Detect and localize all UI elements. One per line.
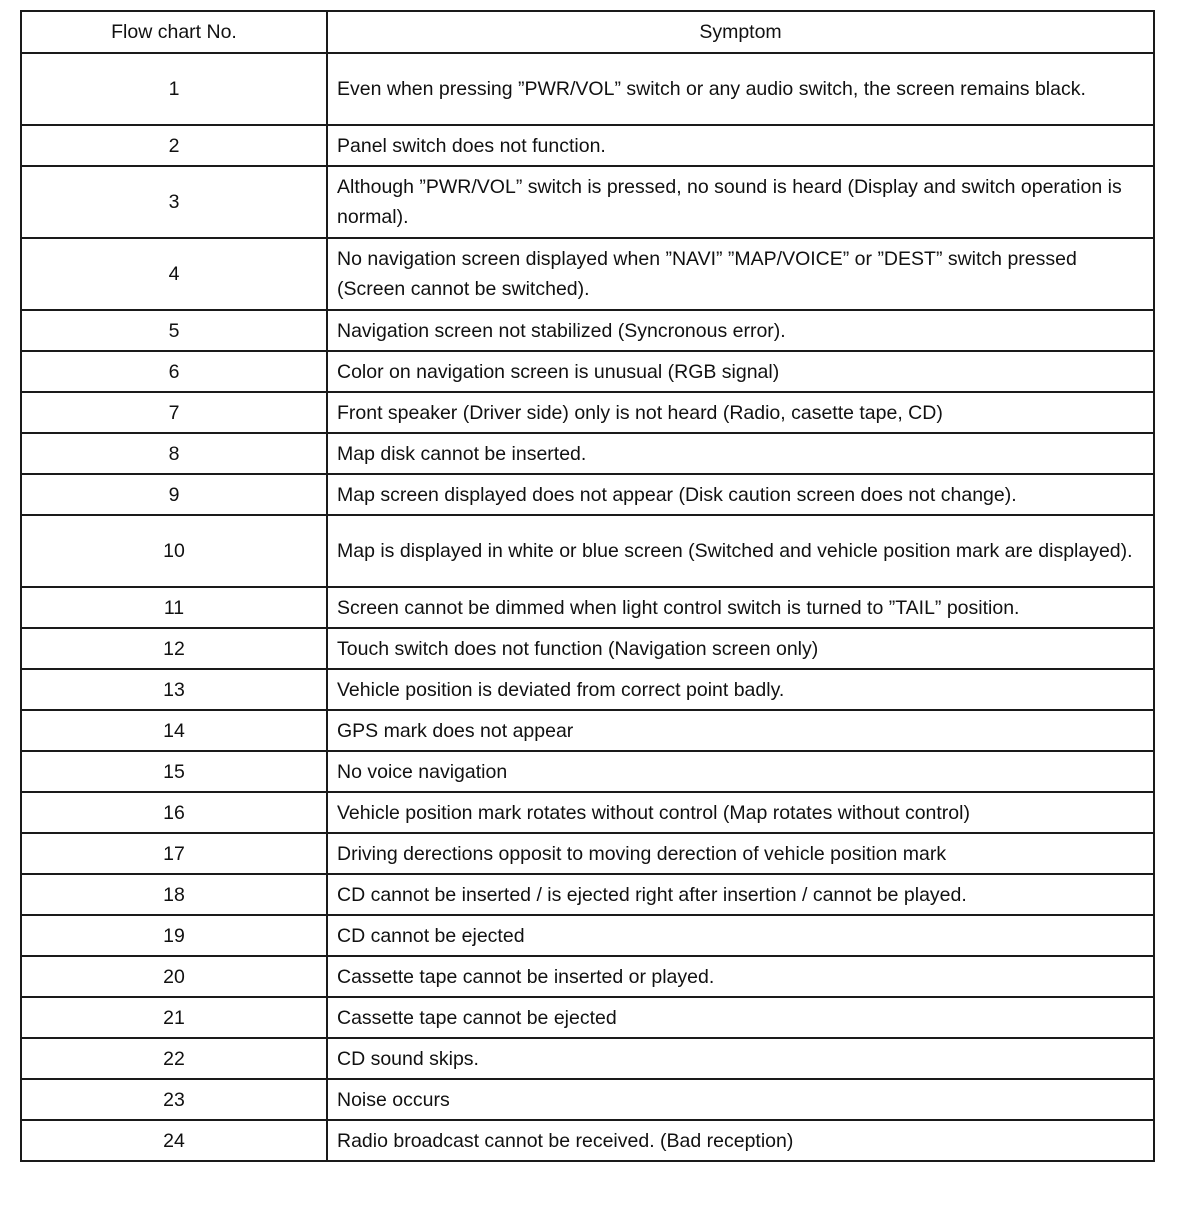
flow-chart-number: 2	[21, 125, 327, 166]
flow-chart-number: 13	[21, 669, 327, 710]
header-flow-chart-no: Flow chart No.	[21, 11, 327, 53]
table-row	[21, 125, 1154, 166]
table-row	[21, 751, 1154, 792]
symptom-text: Cassette tape cannot be ejected	[327, 997, 1154, 1038]
flow-chart-number: 23	[21, 1079, 327, 1120]
symptom-text: No voice navigation	[327, 751, 1154, 792]
symptom-text: Cassette tape cannot be inserted or played.	[327, 956, 1154, 997]
flow-chart-number: 8	[21, 433, 327, 474]
flow-chart-number: 19	[21, 915, 327, 956]
table-row	[21, 833, 1154, 874]
header-symptom: Symptom	[327, 11, 1154, 53]
symptom-text: Panel switch does not function.	[327, 125, 1154, 166]
symptom-text: Radio broadcast cannot be received. (Bad reception)	[327, 1120, 1154, 1161]
symptom-text: Noise occurs	[327, 1079, 1154, 1120]
symptom-text: Although ”PWR/VOL” switch is pressed, no sound is heard (Display and switch operation is normal).	[327, 166, 1154, 238]
symptom-table-sheet	[20, 10, 1153, 1162]
symptom-text: Map disk cannot be inserted.	[327, 433, 1154, 474]
symptom-text: Navigation screen not stabilized (Syncronous error).	[327, 310, 1154, 351]
symptom-text: Even when pressing ”PWR/VOL” switch or any audio switch, the screen remains black.	[327, 53, 1154, 125]
flow-chart-number: 11	[21, 587, 327, 628]
table-row	[21, 792, 1154, 833]
table-row	[21, 474, 1154, 515]
symptom-text: No navigation screen displayed when ”NAVI” ”MAP/VOICE” or ”DEST” switch pressed (Screen cannot be switched).	[327, 238, 1154, 310]
symptom-text: Screen cannot be dimmed when light control switch is turned to ”TAIL” position.	[327, 587, 1154, 628]
table-row	[21, 710, 1154, 751]
table-row	[21, 915, 1154, 956]
symptom-text: GPS mark does not appear	[327, 710, 1154, 751]
symptom-text: CD sound skips.	[327, 1038, 1154, 1079]
table-row	[21, 628, 1154, 669]
flow-chart-number: 6	[21, 351, 327, 392]
table-row	[21, 997, 1154, 1038]
table-row	[21, 1120, 1154, 1161]
flow-chart-number: 14	[21, 710, 327, 751]
flow-chart-number: 20	[21, 956, 327, 997]
symptom-text: Driving derections opposit to moving derection of vehicle position mark	[327, 833, 1154, 874]
table-row	[21, 392, 1154, 433]
symptom-text: CD cannot be inserted / is ejected right after insertion / cannot be played.	[327, 874, 1154, 915]
table-row	[21, 587, 1154, 628]
table-row	[21, 166, 1154, 238]
table-row	[21, 433, 1154, 474]
flow-chart-number: 22	[21, 1038, 327, 1079]
symptom-text: Vehicle position is deviated from correct point badly.	[327, 669, 1154, 710]
symptom-text: Color on navigation screen is unusual (RGB signal)	[327, 351, 1154, 392]
flow-chart-number: 5	[21, 310, 327, 351]
flow-chart-number: 4	[21, 238, 327, 310]
symptom-text: Front speaker (Driver side) only is not heard (Radio, casette tape, CD)	[327, 392, 1154, 433]
table-row	[21, 1079, 1154, 1120]
table-row	[21, 956, 1154, 997]
flow-chart-number: 12	[21, 628, 327, 669]
symptom-text: Map screen displayed does not appear (Disk caution screen does not change).	[327, 474, 1154, 515]
flow-chart-number: 16	[21, 792, 327, 833]
symptom-text: CD cannot be ejected	[327, 915, 1154, 956]
symptom-text: Vehicle position mark rotates without control (Map rotates without control)	[327, 792, 1154, 833]
table-row	[21, 874, 1154, 915]
symptom-text: Map is displayed in white or blue screen (Switched and vehicle position mark are displayed).	[327, 515, 1154, 587]
flow-chart-number: 24	[21, 1120, 327, 1161]
flow-chart-number: 7	[21, 392, 327, 433]
table-row	[21, 515, 1154, 587]
table-row	[21, 351, 1154, 392]
table-row	[21, 1038, 1154, 1079]
table-row	[21, 53, 1154, 125]
flow-chart-number: 9	[21, 474, 327, 515]
flow-chart-number: 17	[21, 833, 327, 874]
table-row	[21, 310, 1154, 351]
table-row	[21, 238, 1154, 310]
flow-chart-number: 10	[21, 515, 327, 587]
table-header-row	[21, 11, 1154, 53]
flow-chart-number: 15	[21, 751, 327, 792]
flow-chart-number: 21	[21, 997, 327, 1038]
flow-chart-number: 18	[21, 874, 327, 915]
symptom-table	[20, 10, 1155, 1162]
table-row	[21, 669, 1154, 710]
symptom-text: Touch switch does not function (Navigation screen only)	[327, 628, 1154, 669]
flow-chart-number: 3	[21, 166, 327, 238]
flow-chart-number: 1	[21, 53, 327, 125]
